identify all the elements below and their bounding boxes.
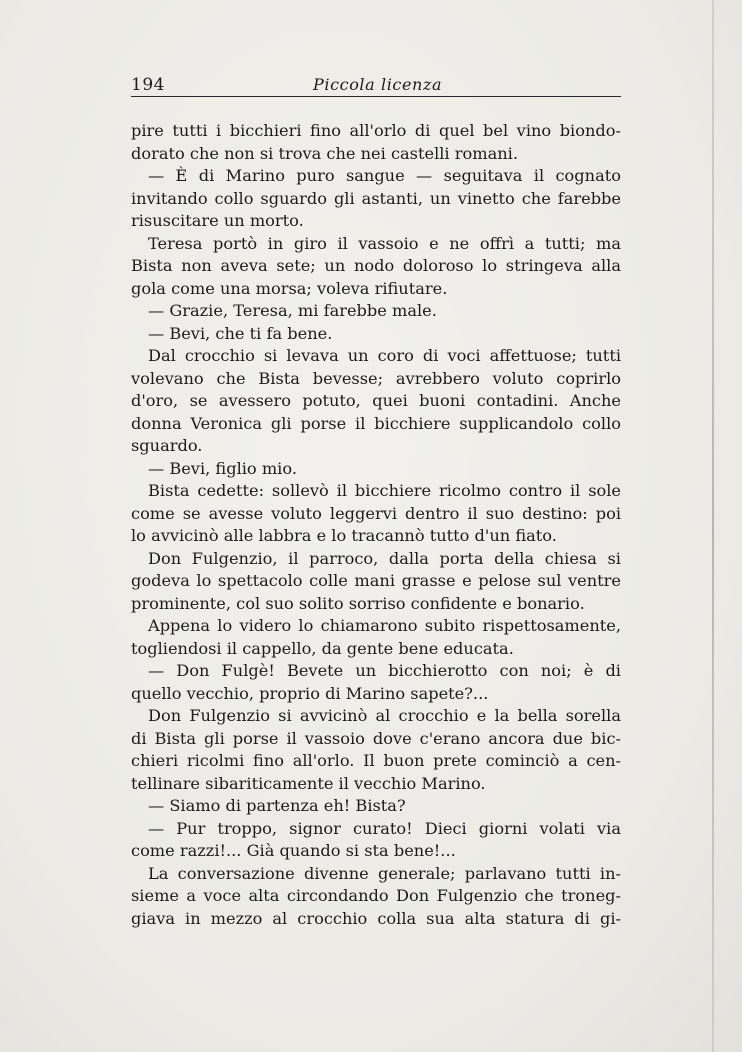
text-line: sguardo. bbox=[131, 436, 203, 455]
text-line: gola come una morsa; voleva rifiutare. bbox=[131, 278, 448, 298]
text-line: Don Fulgenzio, il parroco, dalla porta della chiesa si bbox=[148, 548, 621, 568]
text-line: Dal crocchio si levava un coro di voci affettuose; tutti bbox=[148, 346, 621, 365]
text-line: giava in mezzo al crocchio colla sua alta statura di gi- bbox=[131, 908, 621, 928]
text-line: di Bista gli porse il vassoio dove c'erano ancora due bic- bbox=[131, 728, 621, 748]
text-line: chieri ricolmi fino all'orlo. Il buon prete cominciò a cen- bbox=[131, 751, 621, 770]
text-line: — Bevi, figlio mio. bbox=[148, 458, 297, 478]
text-line: lo avvicinò alle labbra e lo tracannò tutto d'un fiato. bbox=[131, 526, 557, 545]
header-rule bbox=[131, 96, 621, 97]
text-line: volevano che Bista bevesse; avrebbero voluto coprirlo bbox=[131, 368, 621, 388]
text-line: sieme a voce alta circondando Don Fulgenzio che troneg- bbox=[131, 886, 621, 905]
text-line: quello vecchio, proprio di Marino sapete?... bbox=[131, 683, 489, 703]
text-line: Teresa portò in giro il vassoio e ne offrì a tutti; ma bbox=[148, 233, 621, 253]
text-line: — Bevi, che ti fa bene. bbox=[148, 323, 333, 343]
page-number: 194 bbox=[131, 75, 165, 95]
running-title: Piccola licenza bbox=[313, 75, 443, 94]
running-header bbox=[131, 72, 621, 98]
text-line: pire tutti i bicchieri fino all'orlo di quel bel vino biondo- bbox=[131, 121, 621, 140]
text-line: Don Fulgenzio si avvicinò al crocchio e la bella sorella bbox=[148, 706, 621, 725]
text-line: dorato che non si trova che nei castelli romani. bbox=[131, 143, 518, 163]
text-line: — Pur troppo, signor curato! Dieci giorni volati via bbox=[148, 818, 621, 838]
text-line: togliendosi il cappello, da gente bene educata. bbox=[131, 638, 514, 658]
text-line: come razzi!... Già quando si sta bene!... bbox=[131, 841, 456, 860]
text-line: La conversazione divenne generale; parlavano tutti in- bbox=[148, 863, 621, 883]
text-line: come se avesse voluto leggervi dentro il suo destino: poi bbox=[131, 503, 621, 523]
text-line: godeva lo spettacolo colle mani grasse e pelose sul ventre bbox=[131, 571, 621, 590]
page-edge-shadow bbox=[712, 0, 714, 1052]
text-line: — Grazie, Teresa, mi farebbe male. bbox=[148, 301, 437, 320]
text-line: tellinare sibariticamente il vecchio Marino. bbox=[131, 773, 486, 793]
text-line: — È di Marino puro sangue — seguitava il cognato bbox=[148, 166, 621, 185]
text-line: d'oro, se avessero potuto, quei buoni contadini. Anche bbox=[131, 391, 621, 410]
text-line: Bista non aveva sete; un nodo doloroso lo stringeva alla bbox=[131, 256, 621, 275]
text-line: Bista cedette: sollevò il bicchiere ricolmo contro il sole bbox=[148, 481, 621, 500]
text-line: invitando collo sguardo gli astanti, un vinetto che farebbe bbox=[131, 188, 621, 208]
text-line: prominente, col suo solito sorriso confidente e bonario. bbox=[131, 593, 585, 613]
text-line: — Don Fulgè! Bevete un bicchierotto con noi; è di bbox=[148, 661, 621, 680]
text-line: — Siamo di partenza eh! Bista? bbox=[148, 796, 406, 815]
text-line: risuscitare un morto. bbox=[131, 211, 304, 230]
text-line: donna Veronica gli porse il bicchiere supplicandolo collo bbox=[131, 413, 621, 433]
text-line: Appena lo videro lo chiamarono subito rispettosamente, bbox=[148, 616, 621, 635]
body-text bbox=[131, 120, 621, 930]
